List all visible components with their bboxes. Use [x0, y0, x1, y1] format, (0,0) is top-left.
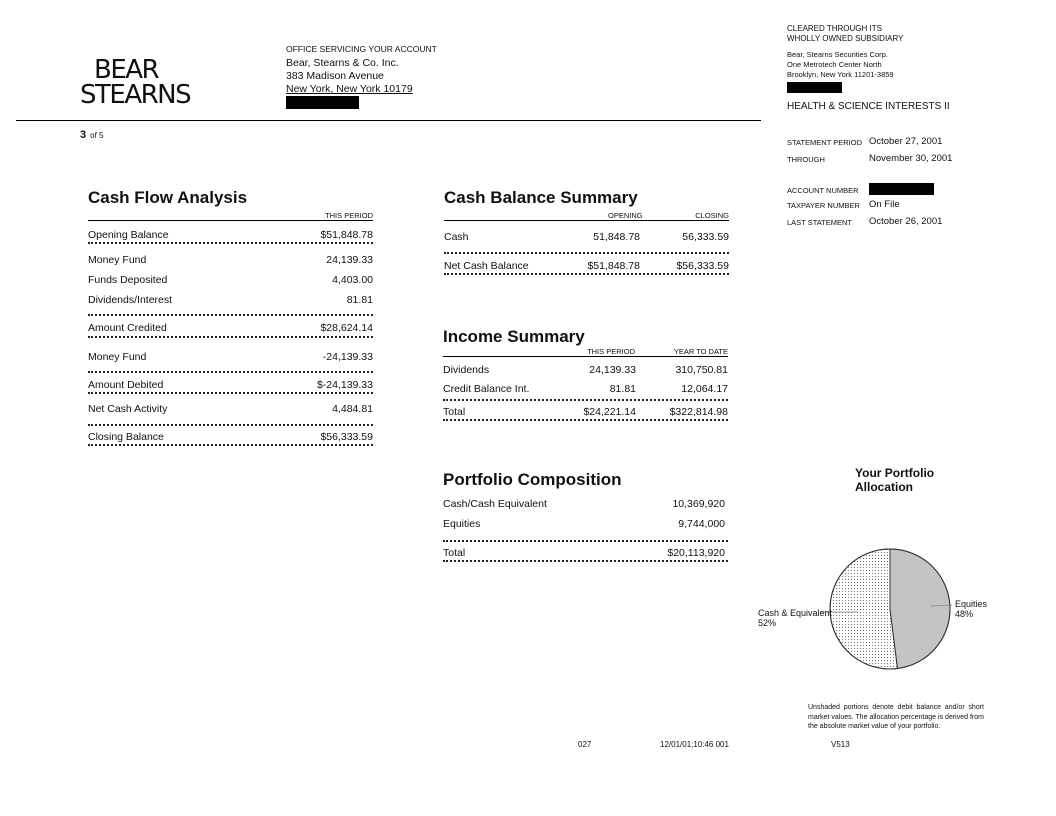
office-line2: 383 Madison Avenue [286, 70, 384, 82]
pie-slice-equities [890, 549, 950, 669]
clearing-addr1: Bear, Stearns Securities Corp. [787, 50, 888, 59]
dotted-rule [444, 252, 729, 254]
dotted-rule [88, 444, 373, 446]
dotted-rule [88, 314, 373, 316]
account-number-label: ACCOUNT NUMBER [787, 186, 859, 195]
dotted-rule [444, 273, 729, 275]
office-line3: New York, New York 10179 [286, 83, 413, 95]
closing-label: Closing Balance [88, 431, 164, 443]
money-fund-label: Money Fund [88, 254, 147, 266]
net-activity-label: Net Cash Activity [88, 403, 168, 415]
money-fund2-value: -24,139.33 [322, 351, 373, 363]
dividends-ytd: 310,750.81 [675, 364, 728, 376]
col-year-to-date: YEAR TO DATE [673, 347, 728, 356]
col-closing: CLOSING [695, 211, 729, 220]
money-fund2-label: Money Fund [88, 351, 147, 363]
portfolio-title: Portfolio Composition [443, 470, 622, 489]
statement-period [787, 136, 943, 147]
redacted-box [787, 82, 842, 93]
dividends-value: 81.81 [346, 294, 373, 306]
logo-line1: BEAR [94, 55, 159, 85]
cash-allocation-pct: 52% [758, 618, 777, 628]
footer-code2: V513 [831, 740, 850, 749]
dotted-rule [443, 399, 728, 401]
dotted-rule [88, 424, 373, 426]
through-label: THROUGH [787, 155, 825, 164]
equities-allocation-pct: 48% [955, 609, 974, 619]
credited-value: $28,624.14 [320, 322, 373, 334]
allocation-footnote: Unshaded portions denote debit balance and/or short market values. The allocation percentage is derived from the absolute market value of your portfolio. [808, 704, 984, 730]
cash-opening: 51,848.78 [593, 231, 640, 243]
dotted-rule [88, 242, 373, 244]
cash-flow-section [88, 188, 373, 448]
dividends-label: Dividends/Interest [88, 294, 173, 306]
income-total-ytd: $322,814.98 [669, 406, 728, 418]
office-line1: Bear, Stearns & Co. Inc. [286, 57, 399, 69]
dotted-rule [443, 540, 728, 542]
net-cash-label: Net Cash Balance [444, 260, 529, 272]
funds-deposited-label: Funds Deposited [88, 274, 168, 286]
money-fund-value: 24,139.33 [326, 254, 373, 266]
pie-slice-cash [830, 549, 897, 669]
office-address [286, 43, 437, 113]
statement-period-value: October 27, 2001 [869, 136, 943, 147]
debited-value: $-24,139.33 [316, 379, 373, 391]
clearing-addr2: One Metrotech Center North [787, 60, 882, 69]
bear-stearns-logo [80, 55, 200, 110]
equities-value: 9,744,000 [678, 518, 725, 530]
dotted-rule [443, 560, 728, 562]
taxpayer-number-label: TAXPAYER NUMBER [787, 201, 860, 210]
net-cash-opening: $51,848.78 [587, 260, 640, 272]
debited-label: Amount Debited [88, 379, 164, 391]
opening-label: Opening Balance [88, 229, 169, 241]
dotted-rule [88, 336, 373, 338]
income-title: Income Summary [443, 327, 585, 346]
cash-flow-title: Cash Flow Analysis [88, 188, 248, 207]
office-heading: OFFICE SERVICING YOUR ACCOUNT [286, 44, 437, 54]
page-number [80, 129, 103, 141]
credit-balance-ytd: 12,064.17 [681, 383, 728, 395]
portfolio-total-value: $20,113,920 [667, 547, 725, 559]
dotted-rule [443, 419, 728, 421]
col-opening: OPENING [608, 211, 643, 220]
cash-allocation-label [758, 608, 832, 628]
taxpayer-number-value: On File [869, 199, 900, 210]
equities-allocation-name: Equities [955, 599, 988, 609]
account-name: HEALTH & SCIENCE INTERESTS II [787, 101, 950, 112]
divider [444, 220, 729, 221]
allocation-pie-chart [820, 545, 960, 675]
portfolio-section [443, 470, 728, 565]
last-statement-value: October 26, 2001 [869, 216, 943, 227]
credit-balance-period: 81.81 [609, 383, 636, 395]
cash-balance-section [444, 188, 729, 283]
account-number [787, 186, 859, 195]
opening-value: $51,848.78 [320, 229, 373, 241]
statement-period-label: STATEMENT PERIOD [787, 138, 863, 147]
through [787, 153, 953, 164]
cash-flow-col-header: THIS PERIOD [325, 211, 373, 220]
equities-allocation-label [955, 599, 987, 619]
logo-line2: STEARNS [80, 80, 191, 110]
credit-balance-label: Credit Balance Int. [443, 383, 530, 395]
redacted-box [286, 96, 359, 109]
clearing-addr3: Brooklyn, New York 11201-3859 [787, 70, 894, 79]
clearing-info [787, 24, 903, 96]
footer-code1: 027 [578, 740, 592, 749]
clearing-line1: CLEARED THROUGH ITS [787, 24, 882, 33]
allocation-title [855, 466, 955, 494]
funds-deposited-value: 4,403.00 [332, 274, 373, 286]
last-statement [787, 216, 943, 227]
cash-balance-title: Cash Balance Summary [444, 188, 638, 207]
cash-closing: 56,333.59 [682, 231, 729, 243]
income-total-period: $24,221.14 [583, 406, 636, 418]
equities-label: Equities [443, 518, 481, 530]
income-total-label: Total [443, 406, 466, 418]
page-current: 3 [80, 129, 87, 141]
cash-equivalent-label: Cash/Cash Equivalent [443, 498, 547, 510]
portfolio-total-label: Total [443, 547, 466, 559]
cash-equivalent-value: 10,369,920 [672, 498, 725, 510]
allocation-title-line1: Your Portfolio [855, 466, 935, 480]
credited-label: Amount Credited [88, 322, 167, 334]
dotted-rule [88, 371, 373, 373]
allocation-title-line2: Allocation [855, 480, 914, 494]
col-this-period: THIS PERIOD [587, 347, 635, 356]
net-cash-closing: $56,333.59 [676, 260, 729, 272]
header-divider [16, 120, 761, 121]
divider [443, 356, 728, 357]
redacted-account-number [869, 183, 934, 195]
net-activity-value: 4,484.81 [332, 403, 373, 415]
dividends-label: Dividends [443, 364, 490, 376]
cash-label: Cash [444, 231, 469, 243]
through-value: November 30, 2001 [869, 153, 953, 164]
cash-allocation-name: Cash & Equivalent [758, 608, 833, 618]
income-summary-section [443, 327, 728, 423]
last-statement-label: LAST STATEMENT [787, 218, 853, 227]
dotted-rule [88, 392, 373, 394]
footer-timestamp: 12/01/01;10:46 001 [660, 740, 729, 749]
taxpayer-number [787, 199, 900, 210]
closing-value: $56,333.59 [320, 431, 373, 443]
page-total: of 5 [90, 131, 104, 140]
clearing-line2: WHOLLY OWNED SUBSIDIARY [787, 34, 904, 43]
dividends-period: 24,139.33 [589, 364, 636, 376]
divider [88, 220, 373, 221]
